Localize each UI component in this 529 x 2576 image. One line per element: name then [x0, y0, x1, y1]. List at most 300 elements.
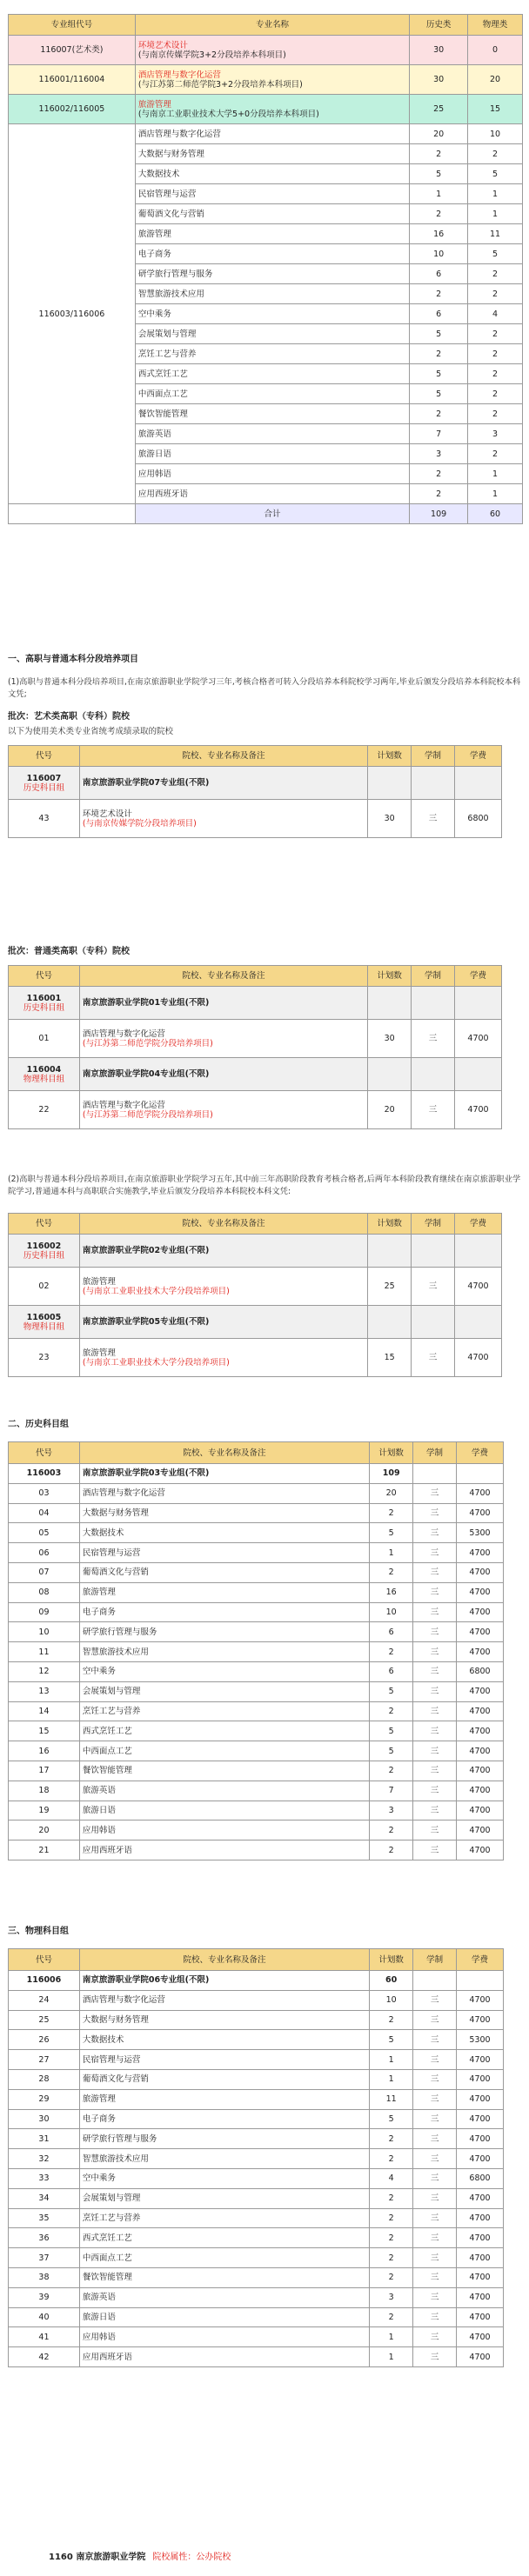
row-major: 大数据技术: [79, 2030, 369, 2050]
col-fee: 学费: [457, 1442, 504, 1464]
row-plan: 25: [368, 1268, 412, 1306]
row-years: 三: [413, 1681, 457, 1701]
empty-cell: [455, 767, 502, 800]
row-major: 研学旅行管理与服务: [79, 2129, 369, 2149]
row-years: 三: [413, 2307, 457, 2327]
row-plan: 5: [370, 1523, 413, 1543]
summary-physics: 0: [468, 36, 523, 65]
summary-history: 2: [410, 204, 468, 224]
group-name: 南京旅游职业学院05专业组(不限): [79, 1306, 367, 1339]
row-fee: 4700: [457, 2069, 504, 2089]
group-header-row: [9, 767, 502, 800]
row-code: 27: [9, 2050, 80, 2070]
row-major-cell: [79, 1020, 367, 1058]
row-years: 三: [413, 1543, 457, 1563]
summary-history: 7: [410, 424, 468, 444]
group-name: 南京旅游职业学院06专业组(不限): [79, 1971, 369, 1991]
row-plan: 1: [370, 2050, 413, 2070]
row-code: 21: [9, 1840, 80, 1860]
summary-physics: 2: [468, 144, 523, 164]
row-fee: 4700: [455, 1339, 502, 1377]
row-code: 20: [9, 1821, 80, 1840]
table-row: [9, 2050, 504, 2070]
row-plan: 2: [370, 2149, 413, 2169]
empty-cell: [368, 767, 412, 800]
batch-art-label: 批次：艺术类高职（专科）院校: [8, 712, 130, 722]
row-code: 31: [9, 2129, 80, 2149]
row-years: 三: [412, 1020, 455, 1058]
row-fee: 4700: [457, 2228, 504, 2248]
footer: [49, 2552, 231, 2564]
table-row: [9, 1622, 504, 1642]
row-major: 智慧旅游技术应用: [79, 1642, 369, 1662]
table-row: [9, 1523, 504, 1543]
summary-major-note: (与江苏第二师范学院3+2分段培养本科项目): [137, 79, 303, 90]
row-plan: 15: [368, 1339, 412, 1377]
row-plan: 2: [370, 1503, 413, 1523]
summary-history: 2: [410, 484, 468, 504]
row-years: 三: [413, 1602, 457, 1622]
summary-major: 旅游管理: [135, 224, 409, 244]
group-code-cell: [9, 1306, 80, 1339]
row-major-note: (与江苏第二师范学院分段培养项目): [82, 1038, 213, 1048]
summary-code: 116003/116006: [9, 124, 136, 504]
col-plan: 计划数: [370, 1442, 413, 1464]
section-3-title: 三、物理科目组: [8, 1927, 69, 1936]
section-1-title: 一、高职与普通本科分段培养项目: [8, 655, 138, 664]
group-code: 116002: [26, 1241, 62, 1251]
row-fee: 4700: [457, 2089, 504, 2109]
table-row: [9, 1020, 502, 1058]
table-row: [9, 1761, 504, 1781]
row-major: 酒店管理与数字化运营: [82, 1100, 165, 1110]
row-code: 39: [9, 2287, 80, 2307]
group-code: 116007: [26, 773, 62, 783]
row-years: 三: [413, 2050, 457, 2070]
row-plan: 5: [370, 2109, 413, 2129]
table-row: [9, 2347, 504, 2367]
row-years: 三: [412, 800, 455, 838]
row-code: 13: [9, 1681, 80, 1701]
summary-major: 酒店管理与数字化运营: [135, 124, 409, 144]
row-years: 三: [413, 2030, 457, 2050]
summary-major: 大数据技术: [135, 164, 409, 184]
row-fee: 4700: [457, 1741, 504, 1761]
table-row: [9, 1990, 504, 2010]
row-major: 葡萄酒文化与营销: [79, 1562, 369, 1582]
row-major: 大数据技术: [79, 1523, 369, 1543]
summary-physics: 2: [468, 444, 523, 464]
row-major: 会展策划与管理: [79, 1681, 369, 1701]
row-code: 42: [9, 2347, 80, 2367]
col-fee: 学费: [455, 966, 502, 987]
section-1-para-2: (2)高职与普通本科分段培养项目,在南京旅游职业学院学习五年,其中前三年高职阶段教育考核合格者,后两年本科阶段教育继续在南京旅游职业学院学习,普通通本科与高职联合实施教学,毕业后颁发分段培养本科院校本科文凭:: [8, 1175, 521, 1196]
summary-major-cell: [135, 95, 409, 124]
row-fee: 4700: [457, 1761, 504, 1781]
row-major: 旅游管理: [82, 1276, 116, 1287]
table-row: [9, 1701, 504, 1721]
group-code: 116006: [9, 1971, 80, 1991]
group-code: 116003: [9, 1464, 80, 1484]
row-plan: 10: [370, 1990, 413, 2010]
summary-history: 6: [410, 304, 468, 324]
summary-history: 1: [410, 184, 468, 204]
section-2-title: 二、历史科目组: [8, 1420, 69, 1429]
summary-header-history: 历史类: [410, 15, 468, 36]
row-code: 23: [9, 1339, 80, 1377]
footer-attribute: 院校属性：公办院校: [152, 2553, 231, 2562]
row-code: 28: [9, 2069, 80, 2089]
five-year-admission-table: [8, 1213, 502, 1377]
summary-history: 2: [410, 404, 468, 424]
row-plan: 20: [368, 1091, 412, 1129]
empty-cell: [413, 1464, 457, 1484]
row-major: 应用韩语: [79, 1821, 369, 1840]
row-plan: 2: [370, 1840, 413, 1860]
col-plan: 计划数: [370, 1949, 413, 1971]
row-code: 09: [9, 1602, 80, 1622]
row-major: 应用韩语: [79, 2327, 369, 2347]
row-code: 35: [9, 2208, 80, 2228]
row-code: 19: [9, 1801, 80, 1821]
row-plan: 5: [370, 1681, 413, 1701]
row-fee: 4700: [457, 1503, 504, 1523]
table-row: [9, 2030, 504, 2050]
row-plan: 20: [370, 1483, 413, 1503]
table-row: [9, 1642, 504, 1662]
row-major: 西式烹饪工艺: [79, 1721, 369, 1741]
row-plan: 6: [370, 1661, 413, 1681]
row-code: 34: [9, 2188, 80, 2208]
row-fee: 4700: [457, 2347, 504, 2367]
summary-row: [9, 65, 523, 95]
row-years: 三: [413, 1483, 457, 1503]
row-code: 07: [9, 1562, 80, 1582]
summary-major: 应用西班牙语: [135, 484, 409, 504]
batch-art-note: 以下为使用美术类专业省统考成绩录取的院校: [8, 727, 174, 736]
row-fee: 4700: [457, 2287, 504, 2307]
empty-cell: [368, 1235, 412, 1268]
row-major: 研学旅行管理与服务: [79, 1622, 369, 1642]
table-row: [9, 1840, 504, 1860]
row-plan: 2: [370, 1761, 413, 1781]
table-row: [9, 800, 502, 838]
row-fee: 4700: [457, 1642, 504, 1662]
art-admission-table: [8, 745, 502, 838]
group-row: [9, 1464, 504, 1484]
col-fee: 学费: [455, 746, 502, 767]
empty-cell: [457, 1464, 504, 1484]
summary-history: 2: [410, 284, 468, 304]
group-type: 历史科目组: [23, 1002, 65, 1013]
row-major: 电子商务: [79, 1602, 369, 1622]
summary-major: 会展策划与管理: [135, 324, 409, 344]
row-plan: 1: [370, 2069, 413, 2089]
empty-cell: [368, 1058, 412, 1091]
row-fee: 4700: [455, 1020, 502, 1058]
row-fee: 4700: [457, 1582, 504, 1602]
summary-history: 5: [410, 164, 468, 184]
row-fee: 4700: [457, 2248, 504, 2268]
summary-history: 3: [410, 444, 468, 464]
row-fee: 4700: [457, 1721, 504, 1741]
row-code: 36: [9, 2228, 80, 2248]
empty-cell: [412, 1306, 455, 1339]
summary-physics: 2: [468, 284, 523, 304]
col-school-major: 院校、专业名称及备注: [79, 1949, 369, 1971]
summary-major: 旅游日语: [135, 444, 409, 464]
row-years: 三: [413, 2188, 457, 2208]
row-plan: 2: [370, 1642, 413, 1662]
row-major: 旅游管理: [79, 2089, 369, 2109]
row-code: 10: [9, 1622, 80, 1642]
table-row: [9, 2208, 504, 2228]
summary-physics: 5: [468, 244, 523, 264]
row-fee: 4700: [457, 2129, 504, 2149]
summary-major: 智慧旅游技术应用: [135, 284, 409, 304]
row-years: 三: [413, 2267, 457, 2287]
row-major: 葡萄酒文化与营销: [79, 2069, 369, 2089]
row-major: 旅游日语: [79, 1801, 369, 1821]
row-years: 三: [413, 1801, 457, 1821]
table-row: [9, 2327, 504, 2347]
group-header-row: [9, 987, 502, 1020]
row-code: 15: [9, 1721, 80, 1741]
row-major: 民宿管理与运营: [79, 1543, 369, 1563]
summary-total-label: 合计: [135, 504, 409, 524]
row-years: 三: [412, 1268, 455, 1306]
summary-major: 大数据与财务管理: [135, 144, 409, 164]
table-row: [9, 1781, 504, 1801]
empty-cell: [412, 1058, 455, 1091]
table-row: [9, 2188, 504, 2208]
row-fee: 4700: [457, 2050, 504, 2070]
group-row: [9, 1971, 504, 1991]
row-code: 30: [9, 2109, 80, 2129]
row-code: 11: [9, 1642, 80, 1662]
summary-major: 烹饪工艺与营养: [135, 344, 409, 364]
row-major: 会展策划与管理: [79, 2188, 369, 2208]
row-major-note: (与江苏第二师范学院分段培养项目): [82, 1109, 213, 1120]
empty-cell: [368, 987, 412, 1020]
row-major-cell: [79, 1339, 367, 1377]
row-fee: 4700: [457, 2149, 504, 2169]
row-code: 32: [9, 2149, 80, 2169]
col-code: 代号: [9, 746, 80, 767]
col-plan: 计划数: [368, 746, 412, 767]
row-years: 三: [413, 1781, 457, 1801]
col-plan: 计划数: [368, 966, 412, 987]
summary-physics: 11: [468, 224, 523, 244]
row-fee: 4700: [457, 1681, 504, 1701]
summary-physics: 1: [468, 464, 523, 484]
row-major: 空中乘务: [79, 2168, 369, 2188]
row-fee: 4700: [457, 1483, 504, 1503]
row-fee: 4700: [457, 2188, 504, 2208]
summary-total-physics: 60: [468, 504, 523, 524]
row-plan: 2: [370, 2228, 413, 2248]
row-years: 三: [413, 1761, 457, 1781]
row-fee: 4700: [457, 2307, 504, 2327]
group-type: 历史科目组: [23, 1250, 65, 1261]
summary-physics: 2: [468, 384, 523, 404]
row-fee: 4700: [457, 1562, 504, 1582]
summary-physics: 1: [468, 484, 523, 504]
table-row: [9, 2287, 504, 2307]
summary-history: 2: [410, 464, 468, 484]
col-fee: 学费: [457, 1949, 504, 1971]
row-years: 三: [413, 1503, 457, 1523]
summary-physics: 2: [468, 324, 523, 344]
row-major: 空中乘务: [79, 1661, 369, 1681]
summary-history: 5: [410, 324, 468, 344]
row-code: 24: [9, 1990, 80, 2010]
row-years: 三: [413, 2069, 457, 2089]
summary-history: 6: [410, 264, 468, 284]
row-fee: 4700: [455, 1091, 502, 1129]
summary-history: 30: [410, 36, 468, 65]
row-fee: 4700: [457, 2208, 504, 2228]
empty-cell: [9, 504, 136, 524]
summary-major: 电子商务: [135, 244, 409, 264]
table-row: [9, 1582, 504, 1602]
row-plan: 5: [370, 1741, 413, 1761]
summary-total-row: [9, 504, 523, 524]
row-years: 三: [413, 1821, 457, 1840]
summary-physics: 15: [468, 95, 523, 124]
row-years: 三: [413, 1642, 457, 1662]
summary-major: 西式烹饪工艺: [135, 364, 409, 384]
summary-code: 116002/116005: [9, 95, 136, 124]
summary-major: 空中乘务: [135, 304, 409, 324]
group-plan: 109: [370, 1464, 413, 1484]
row-major: 餐饮智能管理: [79, 2267, 369, 2287]
group-header-row: [9, 1235, 502, 1268]
row-fee: 4700: [455, 1268, 502, 1306]
summary-major: 旅游英语: [135, 424, 409, 444]
group-code-cell: [9, 987, 80, 1020]
row-major-cell: [79, 1268, 367, 1306]
col-years: 学制: [413, 1949, 457, 1971]
empty-cell: [412, 1235, 455, 1268]
row-major: 旅游管理: [82, 1348, 116, 1358]
row-code: 22: [9, 1091, 80, 1129]
group-code: 116001: [26, 993, 62, 1003]
row-years: 三: [413, 1741, 457, 1761]
row-major: 旅游英语: [79, 2287, 369, 2307]
summary-major: 葡萄酒文化与营销: [135, 204, 409, 224]
row-fee: 4700: [457, 1602, 504, 1622]
row-code: 37: [9, 2248, 80, 2268]
row-major: 酒店管理与数字化运营: [79, 1483, 369, 1503]
table-row: [9, 1801, 504, 1821]
row-code: 40: [9, 2307, 80, 2327]
col-school-major: 院校、专业名称及备注: [79, 1442, 369, 1464]
col-fee: 学费: [455, 1214, 502, 1235]
row-fee: 4700: [457, 1821, 504, 1840]
summary-physics: 20: [468, 65, 523, 95]
row-major: 大数据与财务管理: [79, 2010, 369, 2030]
row-plan: 2: [370, 1821, 413, 1840]
table-row: [9, 1503, 504, 1523]
summary-history: 16: [410, 224, 468, 244]
row-code: 43: [9, 800, 80, 838]
row-years: 三: [413, 2168, 457, 2188]
row-plan: 2: [370, 2129, 413, 2149]
summary-code: 116001/116004: [9, 65, 136, 95]
row-fee: 4700: [457, 1801, 504, 1821]
summary-physics: 10: [468, 124, 523, 144]
table-row: [9, 1661, 504, 1681]
empty-cell: [412, 767, 455, 800]
row-code: 06: [9, 1543, 80, 1563]
physics-group-table: [8, 1948, 504, 2367]
group-code: 116005: [26, 1312, 62, 1322]
row-plan: 2: [370, 1701, 413, 1721]
summary-physics: 3: [468, 424, 523, 444]
row-major: 餐饮智能管理: [79, 1761, 369, 1781]
col-code: 代号: [9, 1442, 80, 1464]
row-plan: 2: [370, 2010, 413, 2030]
row-fee: 4700: [457, 1543, 504, 1563]
row-major-cell: [79, 800, 367, 838]
row-years: 三: [413, 2347, 457, 2367]
row-fee: 4700: [457, 2327, 504, 2347]
row-years: 三: [413, 2248, 457, 2268]
summary-physics: 2: [468, 364, 523, 384]
group-name: 南京旅游职业学院02专业组(不限): [79, 1235, 367, 1268]
row-fee: 6800: [455, 800, 502, 838]
col-years: 学制: [413, 1442, 457, 1464]
row-code: 33: [9, 2168, 80, 2188]
row-fee: 4700: [457, 1701, 504, 1721]
summary-physics: 5: [468, 164, 523, 184]
col-code: 代号: [9, 1949, 80, 1971]
row-fee: 4700: [457, 1781, 504, 1801]
row-major: 环境艺术设计: [82, 809, 132, 819]
summary-major: 民宿管理与运营: [135, 184, 409, 204]
row-code: 04: [9, 1503, 80, 1523]
row-code: 05: [9, 1523, 80, 1543]
summary-total-history: 109: [410, 504, 468, 524]
row-years: 三: [413, 2327, 457, 2347]
row-major: 中西面点工艺: [79, 2248, 369, 2268]
row-code: 01: [9, 1020, 80, 1058]
row-plan: 5: [370, 1721, 413, 1741]
summary-major: 应用韩语: [135, 464, 409, 484]
row-code: 18: [9, 1781, 80, 1801]
row-major: 烹饪工艺与营养: [79, 2208, 369, 2228]
history-group-table: [8, 1441, 504, 1860]
col-school-major: 院校、专业名称及备注: [79, 746, 367, 767]
row-plan: 3: [370, 1801, 413, 1821]
row-years: 三: [413, 2109, 457, 2129]
group-name: 南京旅游职业学院07专业组(不限): [79, 767, 367, 800]
summary-table: [8, 14, 523, 524]
row-fee: 6800: [457, 1661, 504, 1681]
row-code: 08: [9, 1582, 80, 1602]
row-major-note: (与南京工业职业技术大学分段培养项目): [82, 1357, 230, 1368]
normal-admission-table: [8, 965, 502, 1129]
summary-physics: 1: [468, 204, 523, 224]
table-row: [9, 2168, 504, 2188]
row-major: 电子商务: [79, 2109, 369, 2129]
group-type: 物理科目组: [23, 1074, 65, 1084]
col-school-major: 院校、专业名称及备注: [79, 1214, 367, 1235]
row-years: 三: [413, 1661, 457, 1681]
row-years: 三: [413, 2228, 457, 2248]
summary-row: [9, 36, 523, 65]
